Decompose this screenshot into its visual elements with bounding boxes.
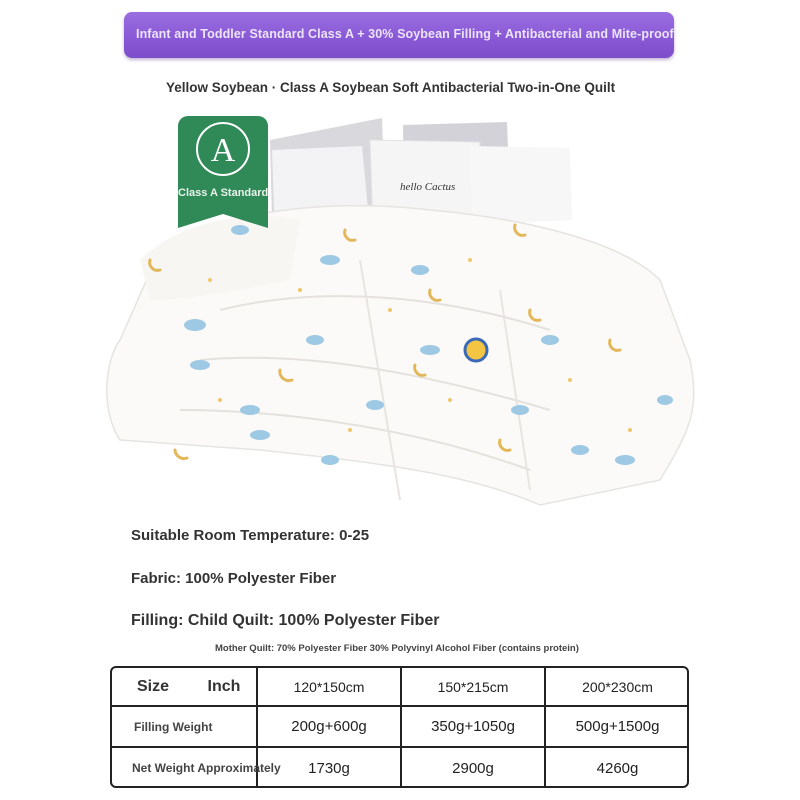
row-label-filling-weight: Filling Weight (134, 719, 213, 734)
filling-weight-1: 200g+600g (291, 718, 367, 735)
header-col-3: 200*230cm (582, 678, 653, 695)
promo-banner (124, 12, 674, 58)
pillow-print-text: hello Cactus (400, 181, 456, 193)
badge-letter: A (210, 132, 236, 169)
net-weight-2: 2900g (452, 759, 494, 777)
filling-weight-3: 500g+1500g (575, 718, 660, 735)
spec-filling: Filling: Child Quilt: 100% Polyester Fiber (131, 612, 440, 629)
banner-text: Infant and Toddler Standard Class A + 30% Soybean Filling + Antibacterial and Mite-proof (136, 27, 674, 41)
spec-mother-quilt: Mother Quilt: 70% Polyester Fiber 30% Polyvinyl Alcohol Fiber (contains protein) (215, 643, 579, 654)
table-header-row (112, 668, 687, 705)
row-label-net-weight: Net Weight Approximately (132, 761, 281, 775)
size-table (110, 666, 689, 788)
spec-temperature: Suitable Room Temperature: 0-25 (131, 527, 370, 544)
header-size: Size (136, 677, 169, 695)
table-row (112, 707, 687, 746)
header-unit: Inch (207, 677, 241, 695)
filling-weight-2: 350g+1050g (431, 718, 515, 735)
header-col-1: 120*150cm (293, 678, 365, 695)
net-weight-3: 4260g (596, 759, 639, 777)
certification-seal-icon (196, 122, 250, 176)
net-weight-1: 1730g (308, 759, 350, 777)
table-row (112, 748, 687, 788)
class-a-badge (178, 116, 268, 214)
badge-label: Class A Standard (178, 187, 269, 199)
header-col-2: 150*215cm (437, 678, 509, 695)
spec-fabric: Fabric: 100% Polyester Fiber (131, 570, 337, 587)
product-title: Yellow Soybean · Class A Soybean Soft Antibacterial Two-in-One Quilt (166, 80, 616, 95)
